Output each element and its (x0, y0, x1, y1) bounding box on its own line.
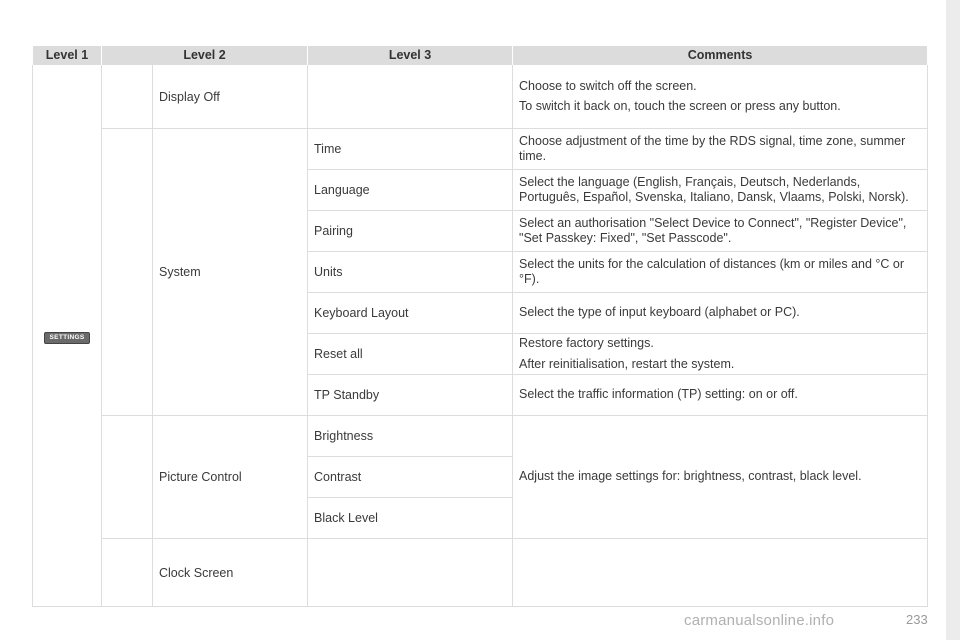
comment-reset-all (513, 334, 928, 375)
comment-line: After reinitialisation, restart the system. (519, 356, 735, 371)
header-level-3: Level 3 (308, 46, 513, 65)
comment-language (513, 170, 928, 211)
comment-time (513, 129, 928, 170)
table-header-row (33, 46, 928, 65)
level3-reset-all: Reset all (308, 334, 513, 375)
level3-keyboard-layout: Keyboard Layout (308, 293, 513, 334)
header-level-2: Level 2 (102, 46, 308, 65)
level3-brightness: Brightness (308, 416, 513, 457)
comment-tp-standby (513, 375, 928, 416)
level2-system: System (153, 129, 308, 416)
comment-units (513, 252, 928, 293)
comment-pairing (513, 211, 928, 252)
level3-pairing: Pairing (308, 211, 513, 252)
table-row (33, 129, 928, 170)
settings-table (32, 46, 928, 607)
level3-black-level: Black Level (308, 498, 513, 539)
comment-picture-control (513, 416, 928, 539)
level2-display-off: Display Off (153, 65, 308, 129)
table-row (33, 65, 928, 129)
table-row (33, 539, 928, 607)
level2-blank-cell (102, 539, 153, 607)
comment-display-off (513, 65, 928, 129)
level3-contrast: Contrast (308, 457, 513, 498)
comment-line: Restore factory settings. (519, 336, 654, 351)
comment-line: Select the units for the calculation of distances (km or miles and °C or °F). (519, 256, 905, 286)
page-number: 233 (906, 612, 928, 627)
comment-line: Choose to switch off the screen. (519, 78, 697, 93)
level2-blank-cell (102, 129, 153, 416)
level1-settings-cell (33, 65, 102, 607)
level3-units: Units (308, 252, 513, 293)
comment-line: Select the traffic information (TP) setting: on or off. (519, 387, 798, 402)
comment-line: Select the type of input keyboard (alphabet or PC). (519, 305, 800, 320)
level3-language: Language (308, 170, 513, 211)
settings-badge-icon: SETTINGS (44, 332, 90, 344)
comment-line: Select an authorisation "Select Device to Connect", "Register Device", "Set Passkey: Fixed", "Set Passcode". (519, 215, 907, 245)
comment-line: Choose adjustment of the time by the RDS signal, time zone, summer time. (519, 133, 906, 163)
comment-clock-screen (513, 539, 928, 607)
table-row (33, 416, 928, 457)
level2-blank-cell (102, 416, 153, 539)
header-level-1: Level 1 (33, 46, 102, 65)
level3-blank-cell (308, 65, 513, 129)
level3-blank-cell (308, 539, 513, 607)
comment-line: Adjust the image settings for: brightness, contrast, black level. (519, 469, 862, 484)
page-edge-strip (946, 0, 960, 640)
level3-tp-standby: TP Standby (308, 375, 513, 416)
level2-picture-control: Picture Control (153, 416, 308, 539)
level2-blank-cell (102, 65, 153, 129)
level3-time: Time (308, 129, 513, 170)
header-comments: Comments (513, 46, 928, 65)
comment-keyboard-layout (513, 293, 928, 334)
comment-line: To switch it back on, touch the screen or press any button. (519, 99, 841, 113)
comment-line: Select the language (English, Français, Deutsch, Nederlands, Português, Español, Svenska, Italiano, Dansk, Vlaams, Polski, Norsk). (519, 174, 909, 204)
level2-clock-screen: Clock Screen (153, 539, 308, 607)
watermark-text: carmanualsonline.info (684, 612, 835, 629)
